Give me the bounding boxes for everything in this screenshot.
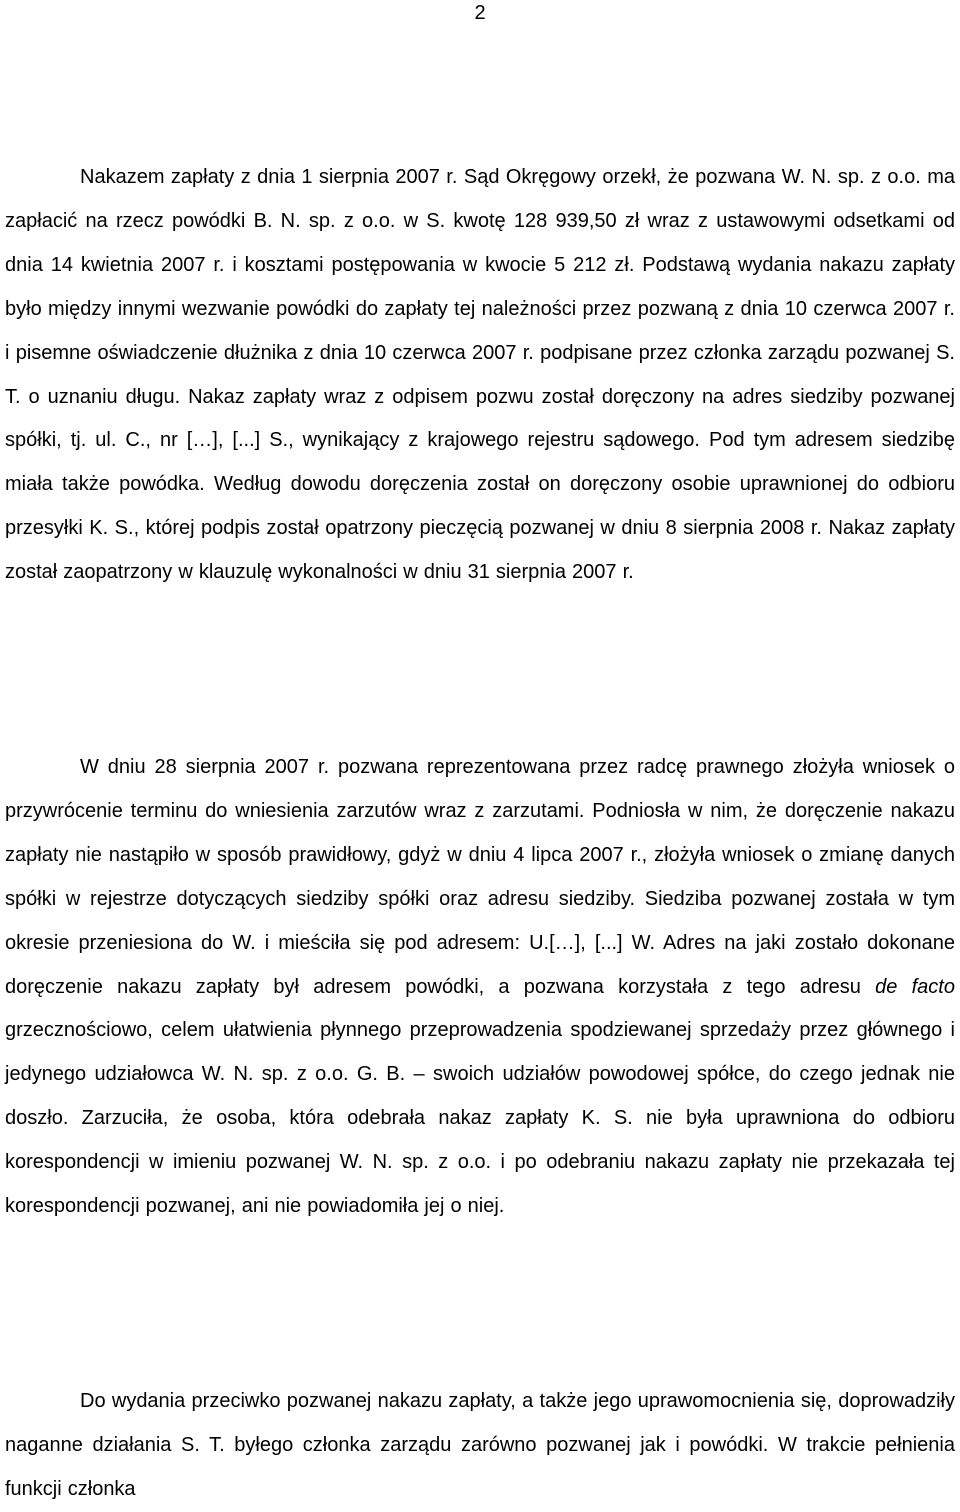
paragraph-2 bbox=[5, 746, 955, 1229]
page-number: 2 bbox=[474, 2, 486, 24]
paragraph-3: Do wydania przeciwko pozwanej nakazu zapłaty, a także jego uprawomocnienia się, doprowadziły naganne działania S. T. byłego członka zarządu zarówno pozwanej jak i powódki. W trakcie pełnienia funkcji członka bbox=[5, 1390, 955, 1500]
paragraph-1: Nakazem zapłaty z dnia 1 sierpnia 2007 r. Sąd Okręgowy orzekł, że pozwana W. N. sp. z o.o. ma zapłacić na rzecz powódki B. N. sp. z o.o. w S. kwotę 128 939,50 zł wraz z ustawowymi odsetkami od dnia 14 kwietnia 2007 r. i kosztami postępowania w kwocie 5 212 zł. Podstawą wydania nakazu zapłaty było między innymi wezwanie powódki do zapłaty tej należności przez pozwaną z dnia 10 czerwca 2007 r. i pisemne oświadczenie dłużnika z dnia 10 czerwca 2007 r. podpisane przez członka zarządu pozwanej S. T. o uznaniu długu. Nakaz zapłaty wraz z odpisem pozwu został doręczony na adres siedziby pozwanej spółki, tj. ul. C., nr […], [...] S., wynikający z krajowego rejestru sądowego. Pod tym adresem siedzibę miała także powódka. Według dowodu doręczenia został on doręczony osobie uprawnionej do odbioru przesyłki K. S., której podpis został opatrzony pieczęcią pozwanej w dniu 8 sierpnia 2008 r. Nakaz zapłaty został zaopatrzony w klauzulę wykonalności w dniu 31 sierpnia 2007 r. bbox=[5, 166, 955, 584]
document-body bbox=[5, 156, 955, 595]
document-body bbox=[5, 746, 955, 1229]
paragraph-2-text: W dniu 28 sierpnia 2007 r. pozwana reprezentowana przez radcę prawnego złożyła wniosek o przywrócenie terminu do wniesienia zarzutów wraz z zarzutami. Podniosła w nim, że doręczenie nakazu zapłaty nie nastąpiło w sposób prawidłowy, gdyż w dniu 4 lipca 2007 r., złożyła wniosek o zmianę danych spółki w rejestrze dotyczących siedziby spółki oraz adresu siedziby. Siedziba pozwanej została w tym okresie przeniesiona do W. i mieściła się pod adresem: U.[…], [...] W. Adres na jaki zostało dokonane doręczenie nakazu zapłaty był adresem powódki, a pozwana korzystała z tego adresu bbox=[5, 756, 955, 998]
paragraph-2-text-continued: grzecznościowo, celem ułatwienia płynnego przeprowadzenia spodziewanej sprzedaży przez głównego i jedynego udziałowca W. N. sp. z o.o. G. B. – swoich udziałów powodowej spółce, do czego jednak nie doszło. Zarzuciła, że osoba, która odebrała nakaz zapłaty K. S. nie była uprawniona do odbioru korespondencji w imieniu pozwanej W. N. sp. z o.o. i po odebraniu nakazu zapłaty nie przekazała tej korespondencji pozwanej, ani nie powiadomiła jej o niej. bbox=[5, 1019, 955, 1218]
document-body bbox=[5, 1380, 955, 1512]
italic-phrase: de facto bbox=[875, 975, 955, 998]
